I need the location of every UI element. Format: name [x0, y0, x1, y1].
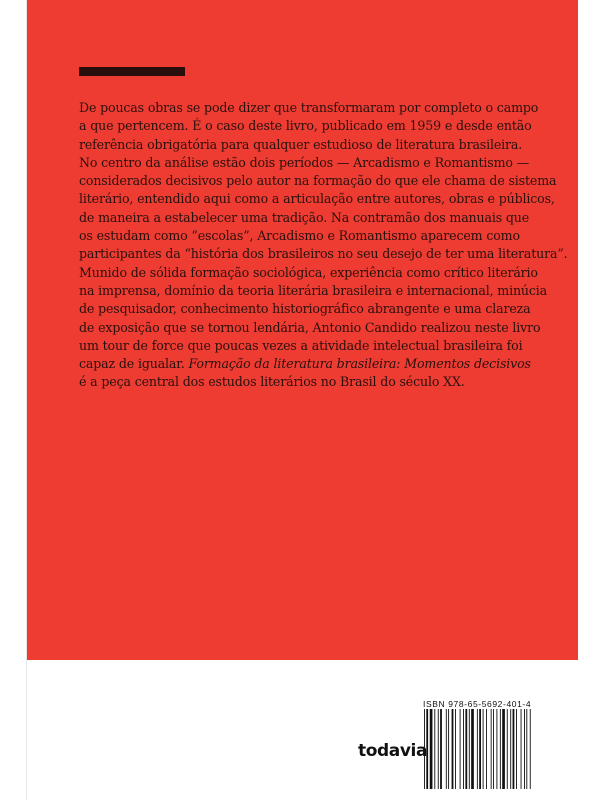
blurb-line: na imprensa, domínio da teoria literária brasileira e internacional, minúcia — [79, 282, 548, 298]
blurb-line: considerados decisivos pelo autor na formação do que ele chama de sistema — [79, 173, 557, 189]
blurb-line: No centro da análise estão dois períodos — Arcadismo e Romantismo — — [79, 154, 530, 170]
barcode-bar — [496, 709, 497, 789]
barcode-bar — [491, 709, 492, 789]
barcode-bar — [463, 709, 464, 789]
page-edge-line — [26, 0, 27, 800]
blurb-line: referência obrigatória para qualquer estudioso de literatura brasileira. — [79, 136, 523, 152]
blurb-line: literário, entendido aqui como a articulação entre autores, obras e públicos, — [79, 191, 555, 207]
barcode-bar — [434, 709, 435, 789]
barcode-bar — [448, 709, 449, 789]
barcode-bar — [493, 709, 494, 789]
barcode-bar — [455, 709, 456, 789]
barcode-bar — [500, 709, 501, 789]
blurb-line: De poucas obras se pode dizer que transformaram por completo o campo — [79, 100, 539, 115]
barcode-bar — [521, 709, 522, 789]
barcode-bar — [465, 709, 467, 789]
blurb-line: os estudam como “escolas”, Arcadismo e Romantismo aparecem como — [79, 228, 520, 244]
blurb-line: de maneira a estabelecer uma tradição. Na contramão dos manuais que — [79, 209, 530, 225]
blurb-line-start: capaz de igualar. — [79, 356, 189, 372]
blurb-line: de exposição que se tornou lendária, Antonio Candido realizou neste livro — [79, 319, 541, 335]
book-title-italic: Formação da literatura brasileira: Momentos decisivos — [188, 356, 531, 372]
barcode-bar — [479, 709, 481, 789]
barcode-bar — [483, 709, 484, 789]
barcode-bar — [516, 709, 517, 789]
barcode-bar — [486, 709, 487, 789]
barcode-bar — [526, 709, 527, 789]
barcode-bar — [469, 709, 470, 789]
blurb-line: Munido de sólida formação sociológica, experiência como crítico literário — [79, 264, 538, 280]
barcode-bar — [440, 709, 442, 789]
blurb-line: um tour de force que poucas vezes a atividade intelectual brasileira foi — [79, 337, 523, 353]
blurb-text — [79, 99, 568, 392]
barcode-bar — [438, 709, 439, 789]
barcode-bar — [430, 709, 433, 789]
blurb-line: é a peça central dos estudos literários no Brasil do século XX. — [79, 374, 465, 390]
barcode-bar — [477, 709, 478, 789]
blurb-line — [79, 355, 531, 373]
barcode-bar — [471, 709, 474, 789]
barcode-bar — [524, 709, 525, 789]
barcode-bar — [460, 709, 461, 789]
barcode-bar — [502, 709, 505, 789]
blurb-line: de pesquisador, conhecimento historiográfico abrangente e uma clareza — [79, 301, 531, 317]
barcode-bar — [446, 709, 447, 789]
decorative-rule — [79, 67, 185, 76]
barcode-bar — [530, 709, 531, 789]
barcode-bar — [510, 709, 511, 789]
barcode-bar — [513, 709, 515, 789]
blurb-line: a que pertencem. É o caso deste livro, publicado em 1959 e desde então — [79, 118, 532, 134]
publisher-logo: todavia — [358, 741, 428, 761]
blurb-line: participantes da “história dos brasileiros no seu desejo de ter uma literatura”. — [79, 246, 568, 262]
barcode-bar — [452, 709, 454, 789]
barcode-graphic — [423, 709, 573, 789]
barcode-bar — [507, 709, 508, 789]
isbn-label: ISBN 978-65-5692-401-4 — [423, 699, 532, 709]
